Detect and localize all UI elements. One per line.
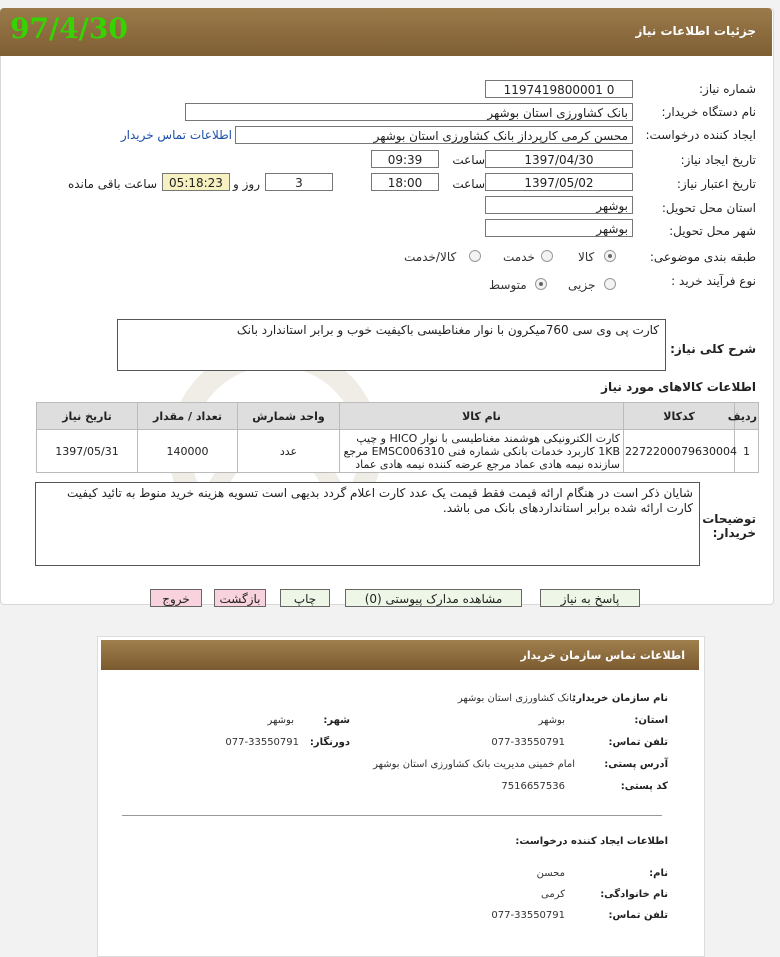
process-medium-label: متوسط xyxy=(489,278,527,292)
need-number-field[interactable]: 1197419800001 0 xyxy=(485,80,633,98)
province-label: استان محل تحویل: xyxy=(661,201,756,215)
contact-header-title: اطلاعات تماس سازمان خریدار xyxy=(520,649,685,662)
buyer-notes-textbox[interactable]: شایان ذکر است در هنگام ارائه قیمت فقط قیمت یک عدد کارت اعلام گردد بدیهی است تسویه هزینه خرید منوط به تائید کیفیت کارت ارائه شده برابر استانداردهای بانک می باشد. xyxy=(35,482,700,566)
contact-postal-label: کد پستی: xyxy=(620,781,668,792)
items-table-header-row xyxy=(37,403,759,430)
validity-date-field[interactable]: 1397/05/02 xyxy=(485,173,633,191)
requester-label: ایجاد کننده درخواست: xyxy=(645,128,756,142)
contact-phone-value: 077-33550791 xyxy=(491,737,565,748)
cell-date: 1397/05/31 xyxy=(37,430,138,473)
process-label: نوع فرآیند خرید : xyxy=(671,274,756,288)
contact-header xyxy=(101,640,699,670)
cell-name: کارت الکترونیکی هوشمند مغناطیسی با نوار HICO و چیپ 1KB کاربرد خدمات بانکی شماره فنی EMSC006310 مرجع سازنده نیمه هادی عماد مرجع عرضه کننده نیمه هادی عماد xyxy=(340,430,624,473)
contact-org-label: نام سازمان خریدار: xyxy=(572,693,668,704)
created-date-label: تاریخ ایجاد نیاز: xyxy=(680,153,756,167)
col-header-row: ردیف xyxy=(735,403,759,430)
col-header-qty: تعداد / مقدار xyxy=(138,403,238,430)
contact-province-value: بوشهر xyxy=(538,715,565,726)
cell-row: 1 xyxy=(735,430,759,473)
date-stamp: 97/4/30 xyxy=(10,12,128,45)
table-row xyxy=(37,430,759,473)
need-number-label: شماره نیاز: xyxy=(699,82,756,96)
col-header-unit: واحد شمارش xyxy=(238,403,340,430)
remaining-time-field: 05:18:23 xyxy=(162,173,230,191)
process-radio-medium[interactable] xyxy=(535,278,547,290)
cell-unit: عدد xyxy=(238,430,340,473)
description-label: شرح کلی نیاز: xyxy=(670,342,756,356)
creator-family-label: نام خانوادگی: xyxy=(600,889,668,900)
col-header-code: کدکالا xyxy=(624,403,735,430)
contact-org-value: بانک کشاورزی استان بوشهر xyxy=(457,693,575,704)
remaining-days-field[interactable]: 3 xyxy=(265,173,333,191)
respond-button[interactable]: پاسخ به نیاز xyxy=(540,589,640,607)
validity-time-field[interactable]: 18:00 xyxy=(371,173,439,191)
contact-postal-value: 7516657536 xyxy=(501,781,565,792)
cell-qty: 140000 xyxy=(138,430,238,473)
attachments-button[interactable]: مشاهده مدارک پیوستی (0) xyxy=(345,589,522,607)
category-goods-label: کالا xyxy=(578,250,595,264)
contact-address-value: امام خمینی مدیریت بانک کشاورزی استان بوشهر xyxy=(373,759,575,770)
creator-name-label: نام: xyxy=(649,868,668,879)
created-time-label: ساعت xyxy=(452,153,485,167)
back-button[interactable]: بازگشت xyxy=(214,589,266,607)
description-textbox[interactable]: کارت پی وی سی 760میکرون با نوار مغناطیسی باکیفیت خوب و برابر استاندارد بانک xyxy=(117,319,666,371)
contact-city-value: بوشهر xyxy=(267,715,294,726)
process-radio-minor[interactable] xyxy=(604,278,616,290)
buyer-contact-link[interactable]: اطلاعات تماس خریدار xyxy=(120,128,232,142)
category-radio-service[interactable] xyxy=(541,250,553,262)
contact-fax-value: 077-33550791 xyxy=(225,737,299,748)
category-goods-service-label: کالا/خدمت xyxy=(404,250,457,264)
contact-address-label: آدرس پستی: xyxy=(604,759,668,770)
days-label: روز و xyxy=(233,177,260,191)
creator-section-title: اطلاعات ایجاد کننده درخواست: xyxy=(515,836,668,847)
contact-city-label: شهر: xyxy=(323,715,350,726)
creator-name-value: محسن xyxy=(536,868,565,879)
contact-panel xyxy=(97,636,705,957)
contact-divider xyxy=(122,815,662,816)
created-time-field[interactable]: 09:39 xyxy=(371,150,439,168)
category-radio-goods-service[interactable] xyxy=(469,250,481,262)
validity-date-label: تاریخ اعتبار نیاز: xyxy=(676,177,756,191)
buyer-notes-label: توضیحات خریدار: xyxy=(702,512,756,540)
buyer-org-label: نام دستگاه خریدار: xyxy=(661,105,756,119)
items-section-title: اطلاعات کالاهای مورد نیاز xyxy=(601,380,756,394)
col-header-date: تاریخ نیاز xyxy=(37,403,138,430)
col-header-name: نام کالا xyxy=(340,403,624,430)
print-button[interactable]: چاپ xyxy=(280,589,330,607)
category-radio-goods[interactable] xyxy=(604,250,616,262)
created-date-field[interactable]: 1397/04/30 xyxy=(485,150,633,168)
category-label: طبقه بندی موضوعی: xyxy=(649,250,756,264)
cell-code: 2272200079630004 xyxy=(624,430,735,473)
process-minor-label: جزیی xyxy=(568,278,596,292)
page-title: جزئیات اطلاعات نیاز xyxy=(635,24,756,38)
creator-family-value: کرمی xyxy=(541,889,565,900)
exit-button[interactable]: خروج xyxy=(150,589,202,607)
items-table xyxy=(36,402,759,473)
province-field[interactable]: بوشهر xyxy=(485,196,633,214)
creator-phone-label: تلفن تماس: xyxy=(608,910,668,921)
remaining-label: ساعت باقی مانده xyxy=(67,177,157,191)
contact-fax-label: دورنگار: xyxy=(309,737,350,748)
requester-field[interactable]: محسن کرمی کارپرداز بانک کشاورزی استان بوشهر xyxy=(235,126,633,144)
city-label: شهر محل تحویل: xyxy=(669,224,756,238)
validity-time-label: ساعت xyxy=(452,177,485,191)
city-field[interactable]: بوشهر xyxy=(485,219,633,237)
category-service-label: خدمت xyxy=(503,250,535,264)
buyer-org-field[interactable]: بانک کشاورزی استان بوشهر xyxy=(185,103,633,121)
creator-phone-value: 077-33550791 xyxy=(491,910,565,921)
contact-phone-label: تلفن تماس: xyxy=(608,737,668,748)
contact-province-label: استان: xyxy=(634,715,668,726)
